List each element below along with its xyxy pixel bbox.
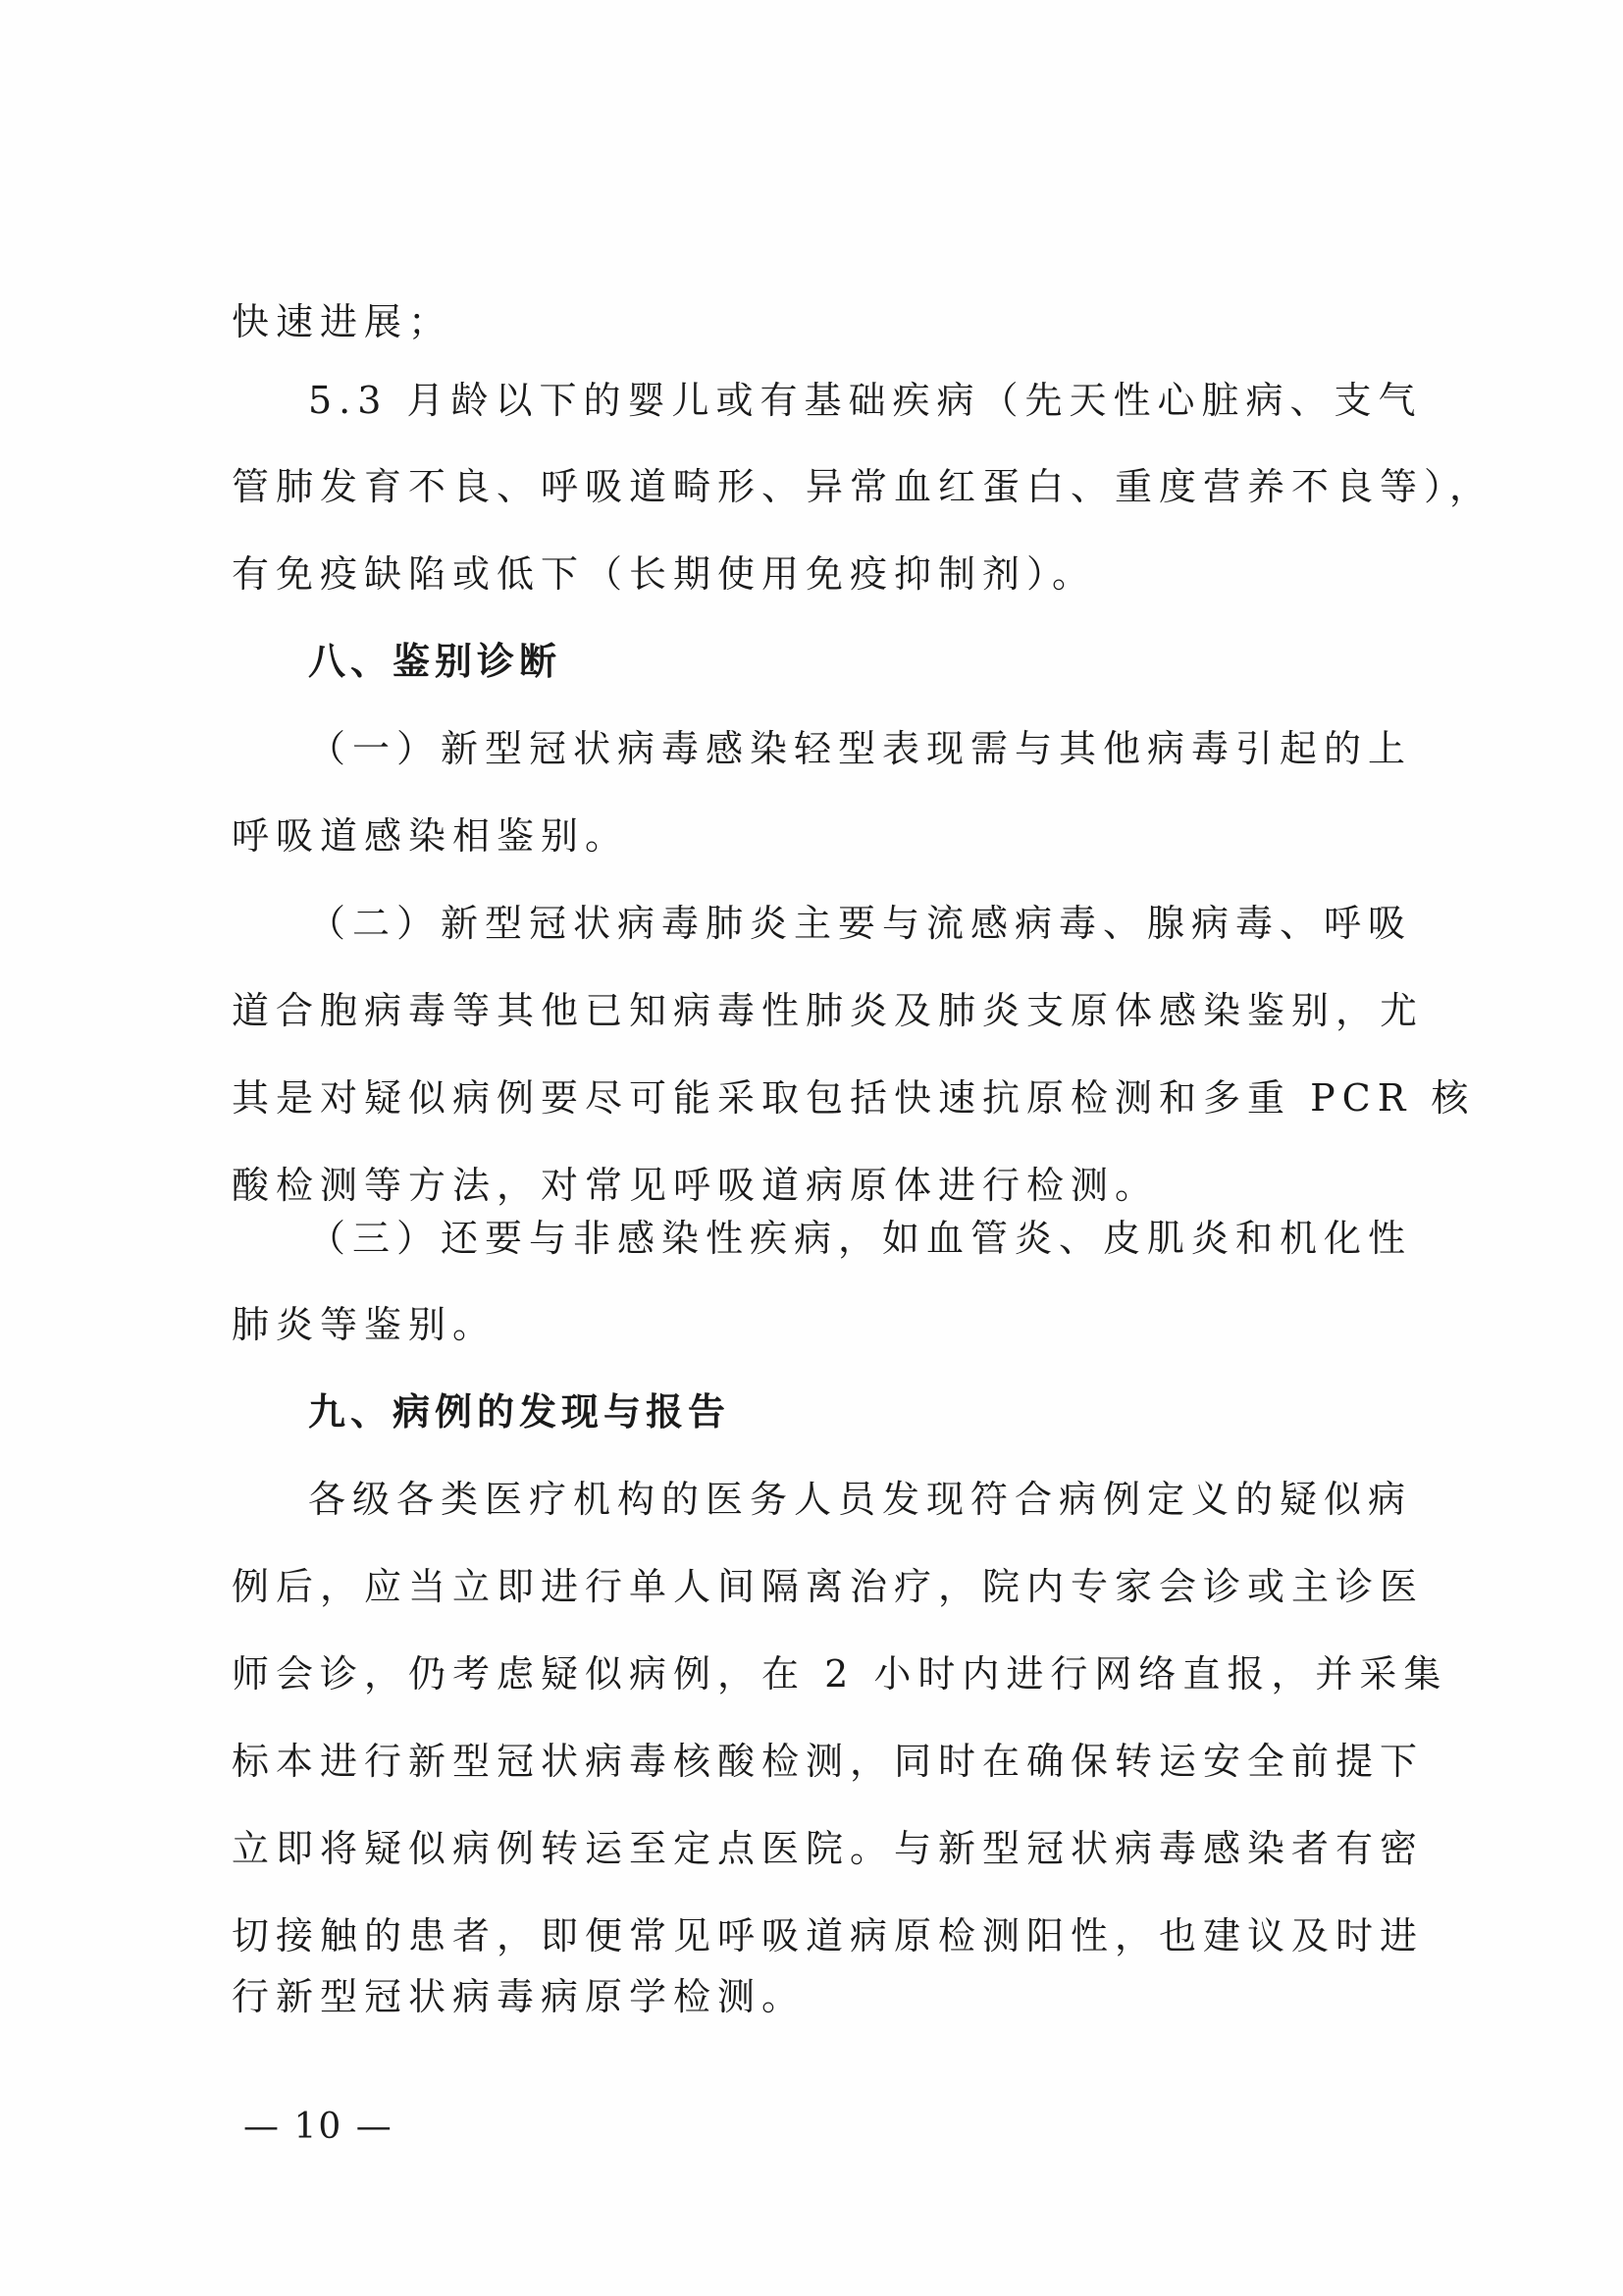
text-line-15: 各级各类医疗机构的医务人员发现符合病例定义的疑似病 (308, 1478, 1413, 1521)
text-line-7: 呼吸道感染相鉴别。 (232, 814, 630, 858)
text-line-4: 有免疫缺陷或低下（长期使用免疫抑制剂）。 (232, 552, 1097, 596)
text-line-3: 管肺发育不良、呼吸道畸形、异常血红蛋白、重度营养不良等）， (232, 465, 1494, 508)
text-line-9: 道合胞病毒等其他已知病毒性肺炎及肺炎支原体感染鉴别，尤 (232, 989, 1425, 1032)
section-heading-8: 八、鉴别诊断 (308, 640, 562, 683)
page-number: — 10 — (243, 2107, 393, 2147)
text-line-8: （二）新型冠状病毒肺炎主要与流感病毒、腺病毒、呼吸 (308, 902, 1413, 945)
text-line-19: 立即将疑似病例转运至定点医院。与新型冠状病毒感染者有密 (232, 1827, 1425, 1870)
text-line-12: （三）还要与非感染性疾病，如血管炎、皮肌炎和机化性 (308, 1217, 1413, 1260)
text-line-17: 师会诊，仍考虑疑似病例，在 2 小时内进行网络直报，并采集 (232, 1652, 1448, 1696)
text-line-6: （一）新型冠状病毒感染轻型表现需与其他病毒引起的上 (308, 727, 1413, 770)
text-line-16: 例后，应当立即进行单人间隔离治疗，院内专家会诊或主诊医 (232, 1565, 1425, 1608)
text-line-20: 切接触的患者，即便常见呼吸道病原检测阳性，也建议及时进 (232, 1914, 1425, 1957)
text-line-1: 快速进展； (232, 300, 453, 343)
text-line-11: 酸检测等方法，对常见呼吸道病原体进行检测。 (232, 1164, 1160, 1207)
text-line-21: 行新型冠状病毒病原学检测。 (232, 1975, 807, 2018)
text-line-10: 其是对疑似病例要尽可能采取包括快速抗原检测和多重 PCR 核 (232, 1076, 1476, 1120)
text-line-13: 肺炎等鉴别。 (232, 1303, 497, 1346)
section-heading-9: 九、病例的发现与报告 (308, 1390, 731, 1434)
text-line-2: 5.3 月龄以下的婴儿或有基础疾病（先天性心脏病、支气 (308, 379, 1423, 422)
text-line-18: 标本进行新型冠状病毒核酸检测，同时在确保转运安全前提下 (232, 1740, 1425, 1783)
